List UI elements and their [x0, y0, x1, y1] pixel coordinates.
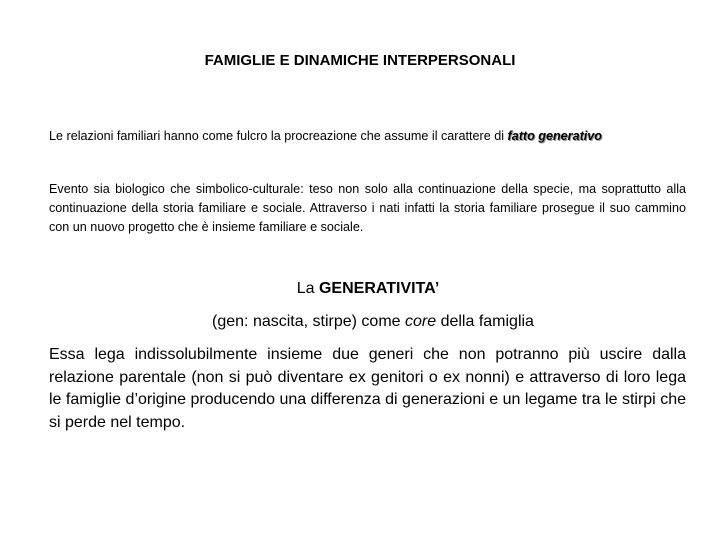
subheading-italic: core [405, 313, 437, 330]
bond-paragraph: Essa lega indissolubilmente insieme due generi che non potranno più uscire dalla relazione parentale (non si può diventare ex genitori o ex nonni) e attraverso di loro lega le famiglie d’origine producendo una differenza di generazioni e un legame tra le stirpi che si perde nel tempo. [49, 346, 686, 431]
intro-paragraph [49, 128, 689, 144]
generativity-subheading [0, 313, 720, 331]
heading-prefix: La [296, 280, 319, 297]
generativity-heading [0, 280, 720, 298]
heading-bold: GENERATIVITA’ [318, 280, 440, 297]
intro-emphasis: fatto generativo [507, 129, 602, 143]
subheading-after: della famiglia [436, 313, 534, 330]
page-title: FAMIGLIE E DINAMICHE INTERPERSONALI [204, 52, 516, 69]
intro-text: Le relazioni familiari hanno come fulcro la procreazione che assume il carattere di [49, 129, 508, 143]
subheading-before: (gen: nascita, stirpe) come [212, 313, 405, 330]
event-paragraph: Evento sia biologico che simbolico-culturale: teso non solo alla continuazione della specie, ma soprattutto alla continuazione della storia familiare e sociale. Attraverso i nati infatti la storia familiare prosegue il suo cammino con un nuovo progetto che è insieme familiare e sociale. [49, 182, 686, 234]
